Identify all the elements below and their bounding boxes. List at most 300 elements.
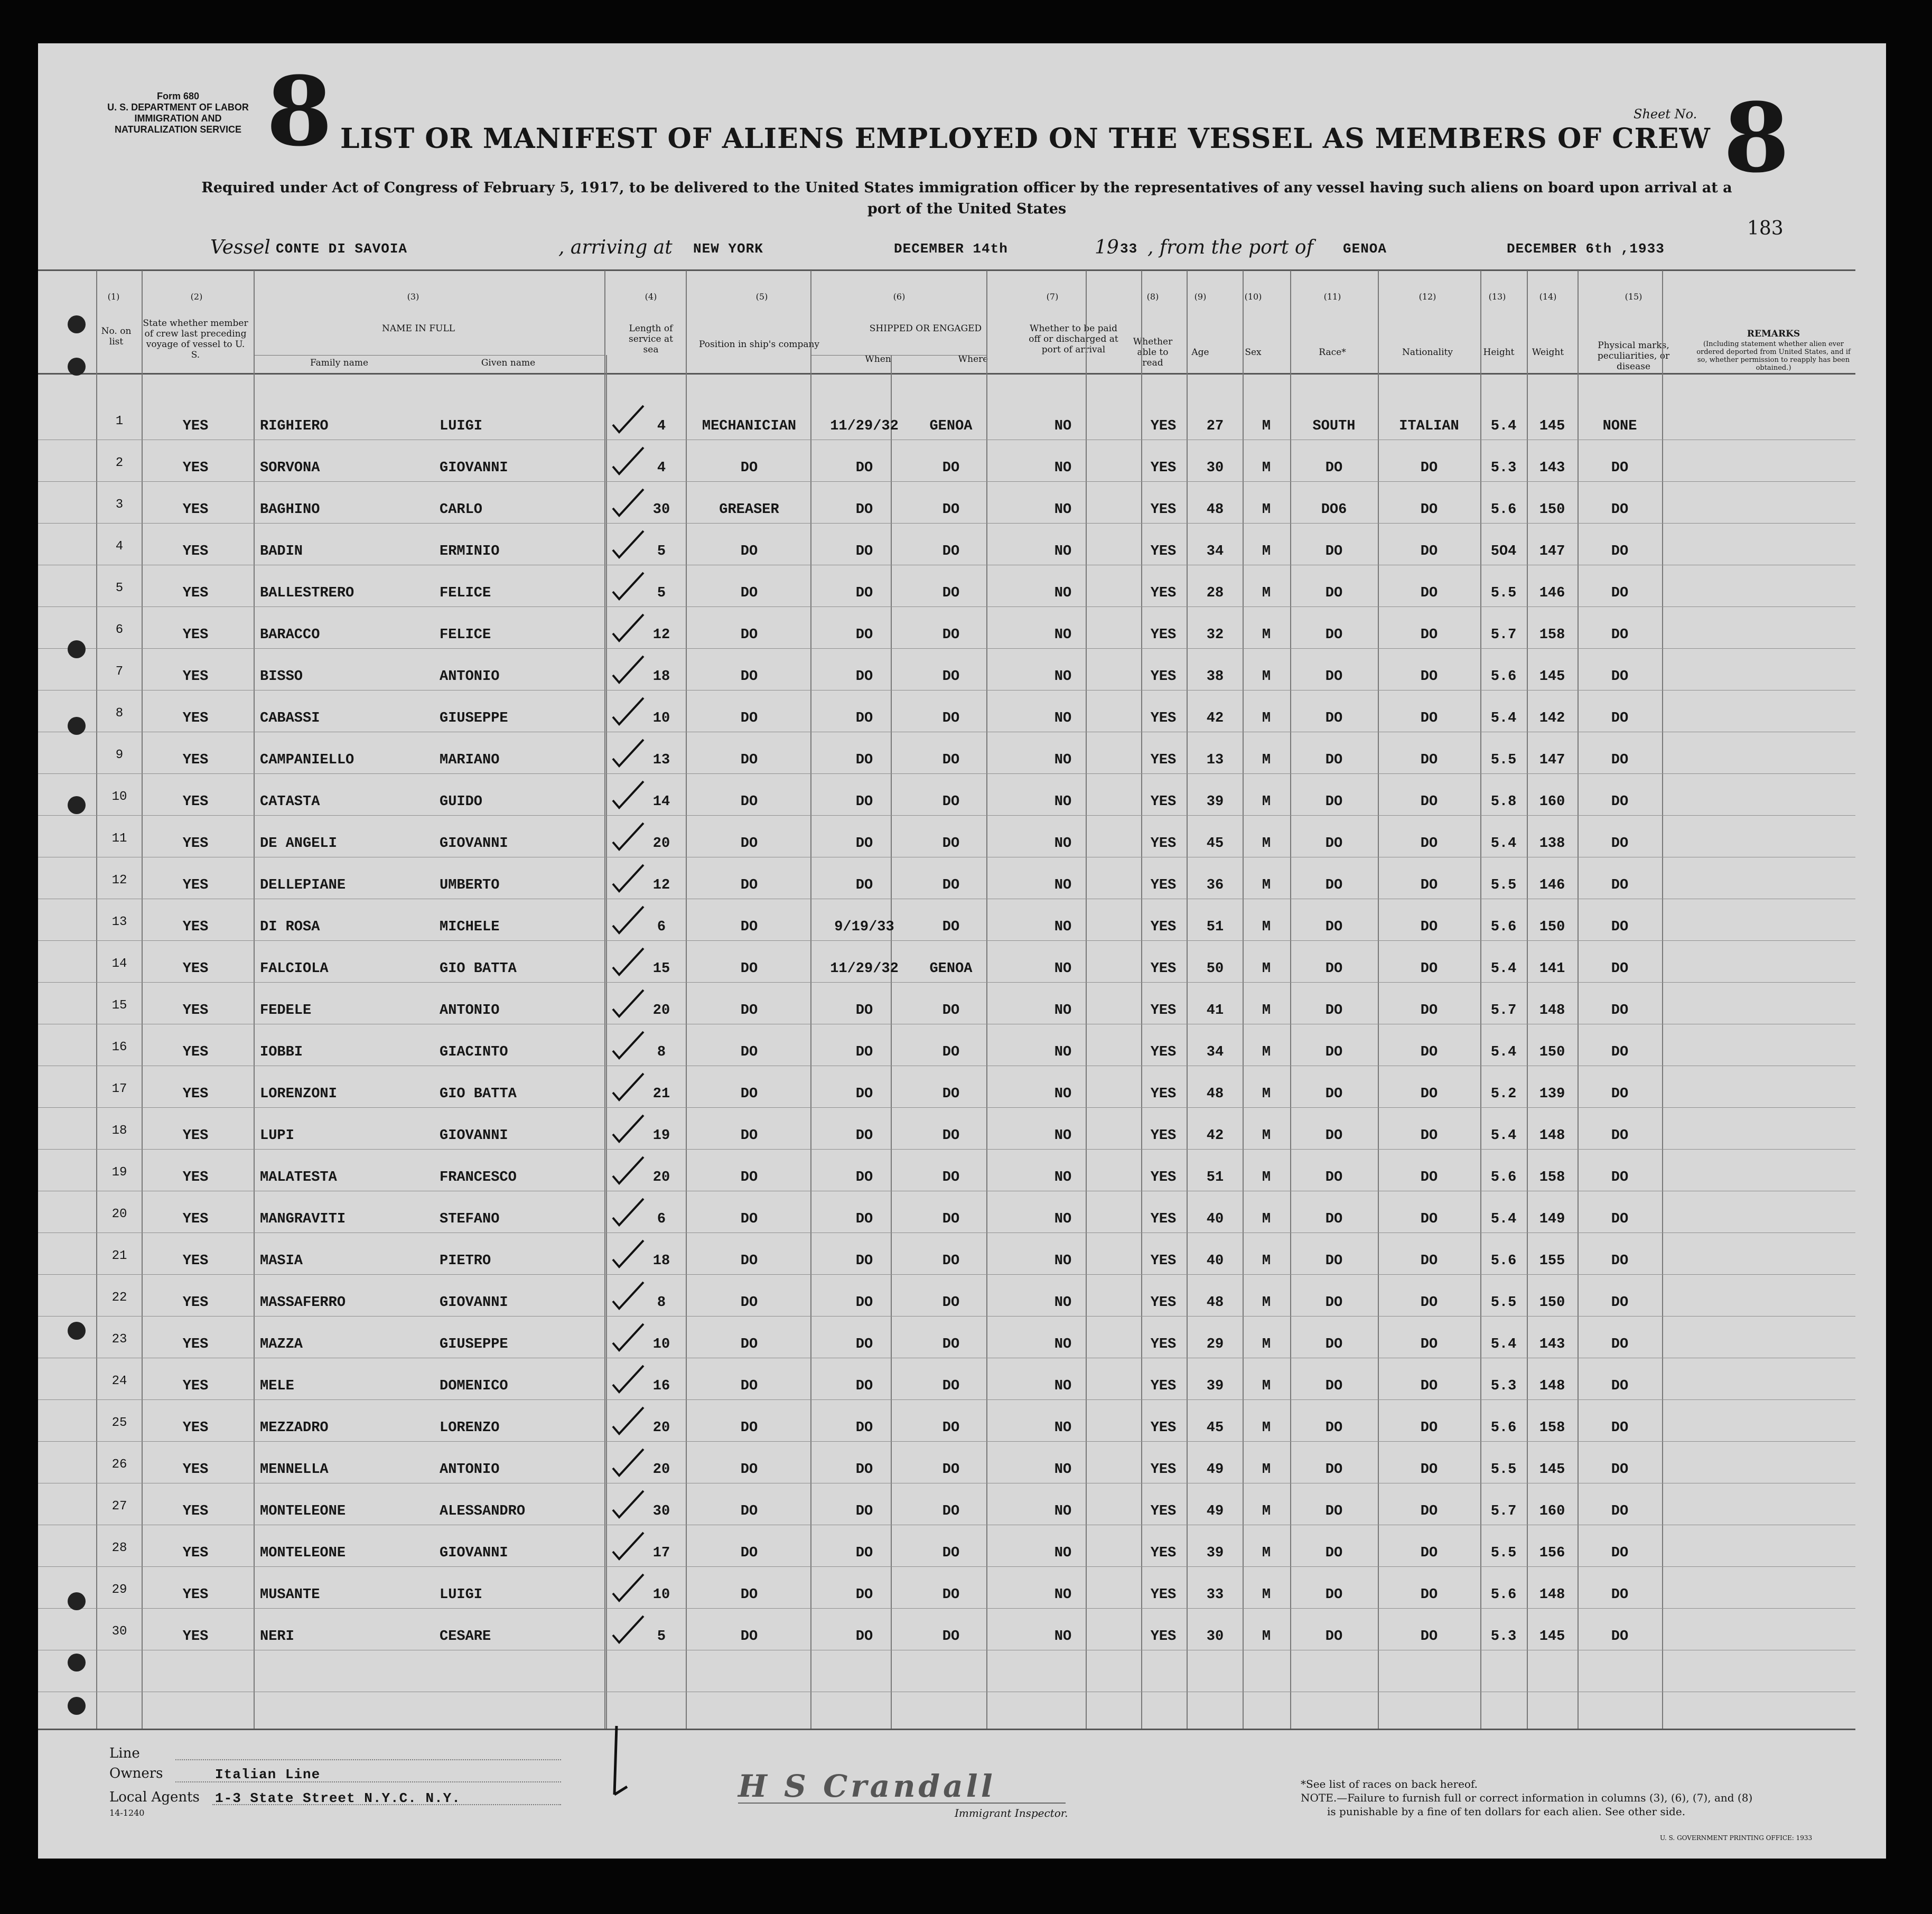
cell-nat: DO: [1420, 1211, 1438, 1227]
cell-position: DO: [740, 961, 758, 977]
row-line: [38, 481, 1855, 482]
cell-position: DO: [740, 585, 758, 601]
cell-read: YES: [1150, 1253, 1177, 1269]
cell-where: DO: [942, 1211, 960, 1227]
cell-position: DO: [740, 877, 758, 893]
cell-position: MECHANICIAN: [702, 418, 797, 434]
cell-where: DO: [942, 627, 960, 643]
cell-weight: 147: [1539, 544, 1565, 559]
cell-service: 4: [657, 460, 666, 476]
row-number: 22: [111, 1291, 127, 1305]
cell-weight: 158: [1539, 1170, 1565, 1185]
cell-given: GIOVANNI: [440, 460, 508, 476]
cell-where: DO: [942, 1337, 960, 1352]
department-name: U. S. DEPARTMENT OF LABOR: [107, 102, 249, 113]
cell-nat: DO: [1420, 1003, 1438, 1019]
cell-when: DO: [855, 1044, 873, 1060]
cell-race: DO: [1325, 1378, 1343, 1394]
cell-height: 5.4: [1490, 418, 1517, 434]
cell-paid: NO: [1054, 1545, 1072, 1561]
cell-height: 5.6: [1490, 669, 1517, 685]
col-position: Position in ship's company: [698, 339, 820, 350]
cell-when: DO: [855, 794, 873, 810]
punch-hole: [68, 1592, 86, 1610]
punch-hole: [68, 717, 86, 735]
cell-race: DO: [1325, 961, 1343, 977]
cell-position: DO: [740, 1420, 758, 1436]
row-number: 1: [115, 414, 124, 428]
cell-sex: M: [1262, 1337, 1271, 1352]
verification-check-mark: [610, 1238, 647, 1270]
cell-read: YES: [1150, 752, 1177, 768]
cell-sex: M: [1262, 1086, 1271, 1102]
row-number: 16: [111, 1040, 127, 1054]
cell-service: 20: [652, 1170, 670, 1185]
cell-given: LUIGI: [440, 1587, 483, 1603]
cell-family: MELE: [260, 1378, 294, 1394]
cell-read: YES: [1150, 1378, 1177, 1394]
cell-when: DO: [855, 1545, 873, 1561]
cell-height: 5.7: [1490, 627, 1517, 643]
cell-age: 45: [1206, 1420, 1224, 1436]
cell-position: DO: [740, 1211, 758, 1227]
subtitle-line1: Required under Act of Congress of February 5, 1917, to be delivered to the United States immigration officer by the representatives of any vessel having such aliens on board upon arrival at a: [201, 180, 1732, 196]
row-number: 9: [115, 748, 124, 762]
row-number: 26: [111, 1458, 127, 1472]
cell-given: GIOVANNI: [440, 1128, 508, 1144]
cell-read: YES: [1150, 460, 1177, 476]
punch-hole: [68, 315, 86, 333]
cell-when: 11/29/32: [830, 961, 899, 977]
cell-prev: YES: [182, 418, 209, 434]
cell-given: MARIANO: [440, 752, 500, 768]
cell-prev: YES: [182, 961, 209, 977]
col-age: Age: [1191, 347, 1209, 358]
cell-family: MASSAFERRO: [260, 1295, 346, 1311]
footer-rule: [38, 1729, 1855, 1730]
cell-marks: DO: [1611, 919, 1629, 935]
row-number: 18: [111, 1124, 127, 1138]
cell-where: DO: [942, 877, 960, 893]
cell-service: 16: [652, 1378, 670, 1394]
cell-when: DO: [855, 460, 873, 476]
cell-height: 5.6: [1490, 1587, 1517, 1603]
cell-sex: M: [1262, 1295, 1271, 1311]
cell-given: GUIDO: [440, 794, 483, 810]
cell-height: 5.4: [1490, 1211, 1517, 1227]
cell-position: DO: [740, 836, 758, 852]
row-line: [38, 1149, 1855, 1150]
cell-marks: DO: [1611, 877, 1629, 893]
cell-weight: 150: [1539, 1044, 1565, 1060]
cell-age: 34: [1206, 1044, 1224, 1060]
list-number: 8: [266, 56, 333, 167]
cell-marks: DO: [1611, 1044, 1629, 1060]
cell-family: CABASSI: [260, 711, 320, 726]
cell-family: BADIN: [260, 544, 303, 559]
row-line: [38, 1316, 1855, 1317]
verification-check-mark: [610, 1572, 647, 1604]
cell-age: 40: [1206, 1253, 1224, 1269]
cell-nat: DO: [1420, 752, 1438, 768]
cell-marks: DO: [1611, 1211, 1629, 1227]
cell-age: 38: [1206, 669, 1224, 685]
cell-family: MENNELLA: [260, 1462, 329, 1478]
service-name: IMMIGRATION AND NATURALIZATION SERVICE: [114, 113, 241, 135]
cell-race: DO: [1325, 877, 1343, 893]
grid-line: [810, 270, 811, 1729]
cell-position: DO: [740, 919, 758, 935]
cell-given: FELICE: [440, 627, 491, 643]
cell-position: DO: [740, 1378, 758, 1394]
cell-prev: YES: [182, 1044, 209, 1060]
cell-marks: DO: [1611, 1003, 1629, 1019]
agents-field: [212, 1804, 561, 1805]
cell-read: YES: [1150, 877, 1177, 893]
cell-age: 48: [1206, 1086, 1224, 1102]
cell-sex: M: [1262, 1629, 1271, 1645]
cell-when: DO: [855, 544, 873, 559]
cell-position: DO: [740, 1128, 758, 1144]
cell-service: 6: [657, 1211, 666, 1227]
row-line: [38, 648, 1855, 649]
cell-paid: NO: [1054, 1629, 1072, 1645]
cell-sex: M: [1262, 502, 1271, 518]
cell-read: YES: [1150, 1587, 1177, 1603]
cell-race: DO: [1325, 1253, 1343, 1269]
cell-weight: 148: [1539, 1378, 1565, 1394]
col-num-6: (6): [893, 292, 906, 302]
cell-sex: M: [1262, 669, 1271, 685]
departure-port: GENOA: [1343, 241, 1387, 257]
cell-paid: NO: [1054, 961, 1072, 977]
agents-label: Local Agents: [109, 1789, 200, 1805]
verification-check-mark: [610, 1155, 647, 1187]
form-number: Form 680: [156, 91, 200, 101]
cell-position: DO: [740, 544, 758, 559]
cell-height: 5.5: [1490, 1545, 1517, 1561]
cell-given: STEFANO: [440, 1211, 500, 1227]
cell-age: 45: [1206, 836, 1224, 852]
cell-paid: NO: [1054, 1420, 1072, 1436]
cell-when: DO: [855, 1587, 873, 1603]
col-length-service: Length of service at sea: [629, 323, 673, 355]
sheet-label: Sheet No.: [1634, 107, 1697, 122]
col-num-4: (4): [645, 292, 657, 302]
cell-weight: 145: [1539, 418, 1565, 434]
cell-nat: DO: [1420, 877, 1438, 893]
cell-given: UMBERTO: [440, 877, 500, 893]
cell-marks: DO: [1611, 1086, 1629, 1102]
owners-label: Owners: [109, 1766, 163, 1781]
cell-prev: YES: [182, 1587, 209, 1603]
cell-when: DO: [855, 752, 873, 768]
cell-read: YES: [1150, 1044, 1177, 1060]
verification-check-mark: [610, 1614, 647, 1646]
cell-given: MICHELE: [440, 919, 500, 935]
cell-paid: NO: [1054, 669, 1072, 685]
verification-check-mark: [610, 1071, 647, 1103]
cell-age: 41: [1206, 1003, 1224, 1019]
cell-given: ANTONIO: [440, 669, 500, 685]
cell-paid: NO: [1054, 919, 1072, 935]
column-header-rule: [38, 373, 1855, 375]
cell-family: CATASTA: [260, 794, 320, 810]
cell-service: 5: [657, 585, 666, 601]
cell-race: DO: [1325, 1003, 1343, 1019]
signature-line: [738, 1803, 1066, 1804]
cell-height: 5.3: [1490, 460, 1517, 476]
col-num-3: (3): [407, 292, 419, 302]
verification-check-mark: [610, 1113, 647, 1145]
cell-where: DO: [942, 1587, 960, 1603]
cell-height: 5.4: [1490, 1337, 1517, 1352]
grid-line: [1662, 270, 1663, 1729]
cell-marks: DO: [1611, 1295, 1629, 1311]
cell-when: DO: [855, 1462, 873, 1478]
cell-weight: 149: [1539, 1211, 1565, 1227]
cell-when: DO: [855, 585, 873, 601]
cell-weight: 150: [1539, 1295, 1565, 1311]
penalty-note-1: NOTE.—Failure to furnish full or correct information in columns (3), (6), (7), and (8): [1301, 1791, 1753, 1804]
cell-read: YES: [1150, 585, 1177, 601]
cell-weight: 139: [1539, 1086, 1565, 1102]
cell-position: GREASER: [719, 502, 779, 518]
cell-when: DO: [855, 1253, 873, 1269]
cell-position: DO: [740, 627, 758, 643]
verification-check-mark: [610, 1280, 647, 1312]
verification-check-mark: [610, 1530, 647, 1562]
grid-line: [254, 355, 604, 356]
cell-service: 20: [652, 836, 670, 852]
cell-when: DO: [855, 1170, 873, 1185]
col-state-whether: State whether member of crew last preceding voyage of vessel to U. S.: [143, 318, 248, 360]
cell-where: DO: [942, 585, 960, 601]
col-no-on-list: No. on list: [101, 326, 132, 347]
arrival-port: NEW YORK: [693, 241, 763, 257]
cell-family: MONTELEONE: [260, 1545, 346, 1561]
cell-age: 39: [1206, 794, 1224, 810]
cell-service: 8: [657, 1295, 666, 1311]
cell-age: 30: [1206, 460, 1224, 476]
cell-paid: NO: [1054, 1170, 1072, 1185]
cell-race: DO: [1325, 1128, 1343, 1144]
col-when: When: [865, 354, 891, 365]
cell-marks: DO: [1611, 1420, 1629, 1436]
verification-check-mark: [610, 1405, 647, 1437]
col-num-9: (9): [1194, 292, 1207, 302]
cell-paid: NO: [1054, 836, 1072, 852]
cell-age: 36: [1206, 877, 1224, 893]
cell-where: DO: [942, 1003, 960, 1019]
row-number: 7: [115, 665, 124, 679]
cell-nat: DO: [1420, 1378, 1438, 1394]
cell-given: GIUSEPPE: [440, 711, 508, 726]
cell-marks: DO: [1611, 502, 1629, 518]
row-number: 24: [111, 1374, 127, 1388]
cell-weight: 146: [1539, 585, 1565, 601]
cell-where: GENOA: [929, 961, 973, 977]
cell-where: DO: [942, 1044, 960, 1060]
cell-height: 5.5: [1490, 877, 1517, 893]
cell-when: DO: [855, 1337, 873, 1352]
subtitle-line2: port of the United States: [867, 201, 1067, 217]
cell-family: MEZZADRO: [260, 1420, 329, 1436]
cell-read: YES: [1150, 669, 1177, 685]
header-rule: [38, 269, 1855, 271]
cell-marks: DO: [1611, 669, 1629, 685]
col-physical: Physical marks, peculiarities, or disease: [1597, 340, 1670, 372]
cell-read: YES: [1150, 1545, 1177, 1561]
row-number: 14: [111, 957, 127, 971]
cell-service: 18: [652, 1253, 670, 1269]
cell-position: DO: [740, 1629, 758, 1645]
cell-service: 15: [652, 961, 670, 977]
cell-where: DO: [942, 1420, 960, 1436]
cell-family: MALATESTA: [260, 1170, 337, 1185]
verification-check-mark: [610, 1322, 647, 1353]
cell-weight: 145: [1539, 669, 1565, 685]
grid-line: [604, 270, 605, 1729]
cell-read: YES: [1150, 1462, 1177, 1478]
cell-prev: YES: [182, 794, 209, 810]
col-num-11: (11): [1323, 292, 1341, 302]
sheet-number: 8: [1723, 82, 1790, 194]
cell-prev: YES: [182, 1420, 209, 1436]
cell-nat: DO: [1420, 1253, 1438, 1269]
cell-position: DO: [740, 1545, 758, 1561]
cell-weight: 138: [1539, 836, 1565, 852]
cell-given: CARLO: [440, 502, 483, 518]
cell-family: BARACCO: [260, 627, 320, 643]
cell-given: ANTONIO: [440, 1003, 500, 1019]
cell-height: 5.5: [1490, 752, 1517, 768]
verification-check-mark: [610, 737, 647, 769]
cell-nat: DO: [1420, 1587, 1438, 1603]
grid-line: [686, 270, 687, 1729]
cell-read: YES: [1150, 1211, 1177, 1227]
row-number: 8: [115, 706, 124, 721]
cell-prev: YES: [182, 919, 209, 935]
cell-family: FEDELE: [260, 1003, 312, 1019]
row-number: 2: [115, 456, 124, 470]
cell-prev: YES: [182, 1462, 209, 1478]
cell-age: 39: [1206, 1378, 1224, 1394]
cell-when: DO: [855, 1295, 873, 1311]
cell-where: DO: [942, 669, 960, 685]
cell-read: YES: [1150, 711, 1177, 726]
cell-service: 18: [652, 669, 670, 685]
punch-hole: [68, 1697, 86, 1715]
cell-sex: M: [1262, 544, 1271, 559]
row-number: 10: [111, 790, 127, 804]
punch-hole: [68, 1654, 86, 1672]
cell-family: DI ROSA: [260, 919, 320, 935]
cell-weight: 142: [1539, 711, 1565, 726]
cell-family: SORVONA: [260, 460, 320, 476]
cell-nat: DO: [1420, 836, 1438, 852]
grid-line: [254, 270, 255, 1729]
cell-family: RIGHIERO: [260, 418, 329, 434]
cell-service: 19: [652, 1128, 670, 1144]
cell-height: 5.8: [1490, 794, 1517, 810]
cell-marks: DO: [1611, 836, 1629, 852]
cell-marks: DO: [1611, 1587, 1629, 1603]
cell-position: DO: [740, 460, 758, 476]
line-label: Line: [109, 1745, 140, 1761]
cell-prev: YES: [182, 1545, 209, 1561]
punch-hole: [68, 358, 86, 376]
cell-sex: M: [1262, 460, 1271, 476]
grid-line: [606, 355, 607, 1729]
cell-race: DO: [1325, 1211, 1343, 1227]
cell-prev: YES: [182, 460, 209, 476]
row-number: 6: [115, 623, 124, 637]
col-num-7: (7): [1046, 292, 1059, 302]
cell-family: MASIA: [260, 1253, 303, 1269]
cell-weight: 156: [1539, 1545, 1565, 1561]
cell-sex: M: [1262, 627, 1271, 643]
cell-race: DO6: [1321, 502, 1347, 518]
cell-read: YES: [1150, 1128, 1177, 1144]
printer-imprint: U. S. GOVERNMENT PRINTING OFFICE: 1933: [1660, 1834, 1813, 1842]
cell-weight: 148: [1539, 1587, 1565, 1603]
cell-when: 9/19/33: [834, 919, 894, 935]
cell-race: DO: [1325, 1086, 1343, 1102]
cell-nat: DO: [1420, 1086, 1438, 1102]
cell-paid: NO: [1054, 1295, 1072, 1311]
cell-where: DO: [942, 711, 960, 726]
row-number: 11: [111, 832, 127, 846]
cell-age: 42: [1206, 711, 1224, 726]
cell-paid: NO: [1054, 1253, 1072, 1269]
cell-prev: YES: [182, 877, 209, 893]
cell-read: YES: [1150, 544, 1177, 559]
cell-position: DO: [740, 1170, 758, 1185]
verification-check-mark: [610, 779, 647, 811]
cell-sex: M: [1262, 1587, 1271, 1603]
verification-check-mark: [610, 1447, 647, 1479]
cell-weight: 147: [1539, 752, 1565, 768]
cell-paid: NO: [1054, 1504, 1072, 1519]
cell-family: LORENZONI: [260, 1086, 337, 1102]
cell-weight: 158: [1539, 627, 1565, 643]
cell-height: 5.4: [1490, 836, 1517, 852]
punch-hole: [68, 796, 86, 814]
cell-family: DE ANGELI: [260, 836, 337, 852]
cell-race: DO: [1325, 1629, 1343, 1645]
row-number: 13: [111, 915, 127, 929]
cell-given: GIOVANNI: [440, 1295, 508, 1311]
cell-service: 12: [652, 877, 670, 893]
cell-where: DO: [942, 1504, 960, 1519]
col-given-name: Given name: [481, 358, 536, 368]
cell-service: 17: [652, 1545, 670, 1561]
cell-paid: NO: [1054, 794, 1072, 810]
cell-given: LORENZO: [440, 1420, 500, 1436]
cell-given: LUIGI: [440, 418, 483, 434]
row-line: [38, 982, 1855, 983]
cell-family: DELLEPIANE: [260, 877, 346, 893]
verification-check-mark: [610, 612, 647, 644]
cell-read: YES: [1150, 627, 1177, 643]
cell-race: DO: [1325, 585, 1343, 601]
owners-value: Italian Line: [215, 1767, 321, 1782]
cell-where: DO: [942, 1378, 960, 1394]
verification-check-mark: [610, 1197, 647, 1228]
cell-position: DO: [740, 1086, 758, 1102]
punch-hole: [68, 640, 86, 658]
